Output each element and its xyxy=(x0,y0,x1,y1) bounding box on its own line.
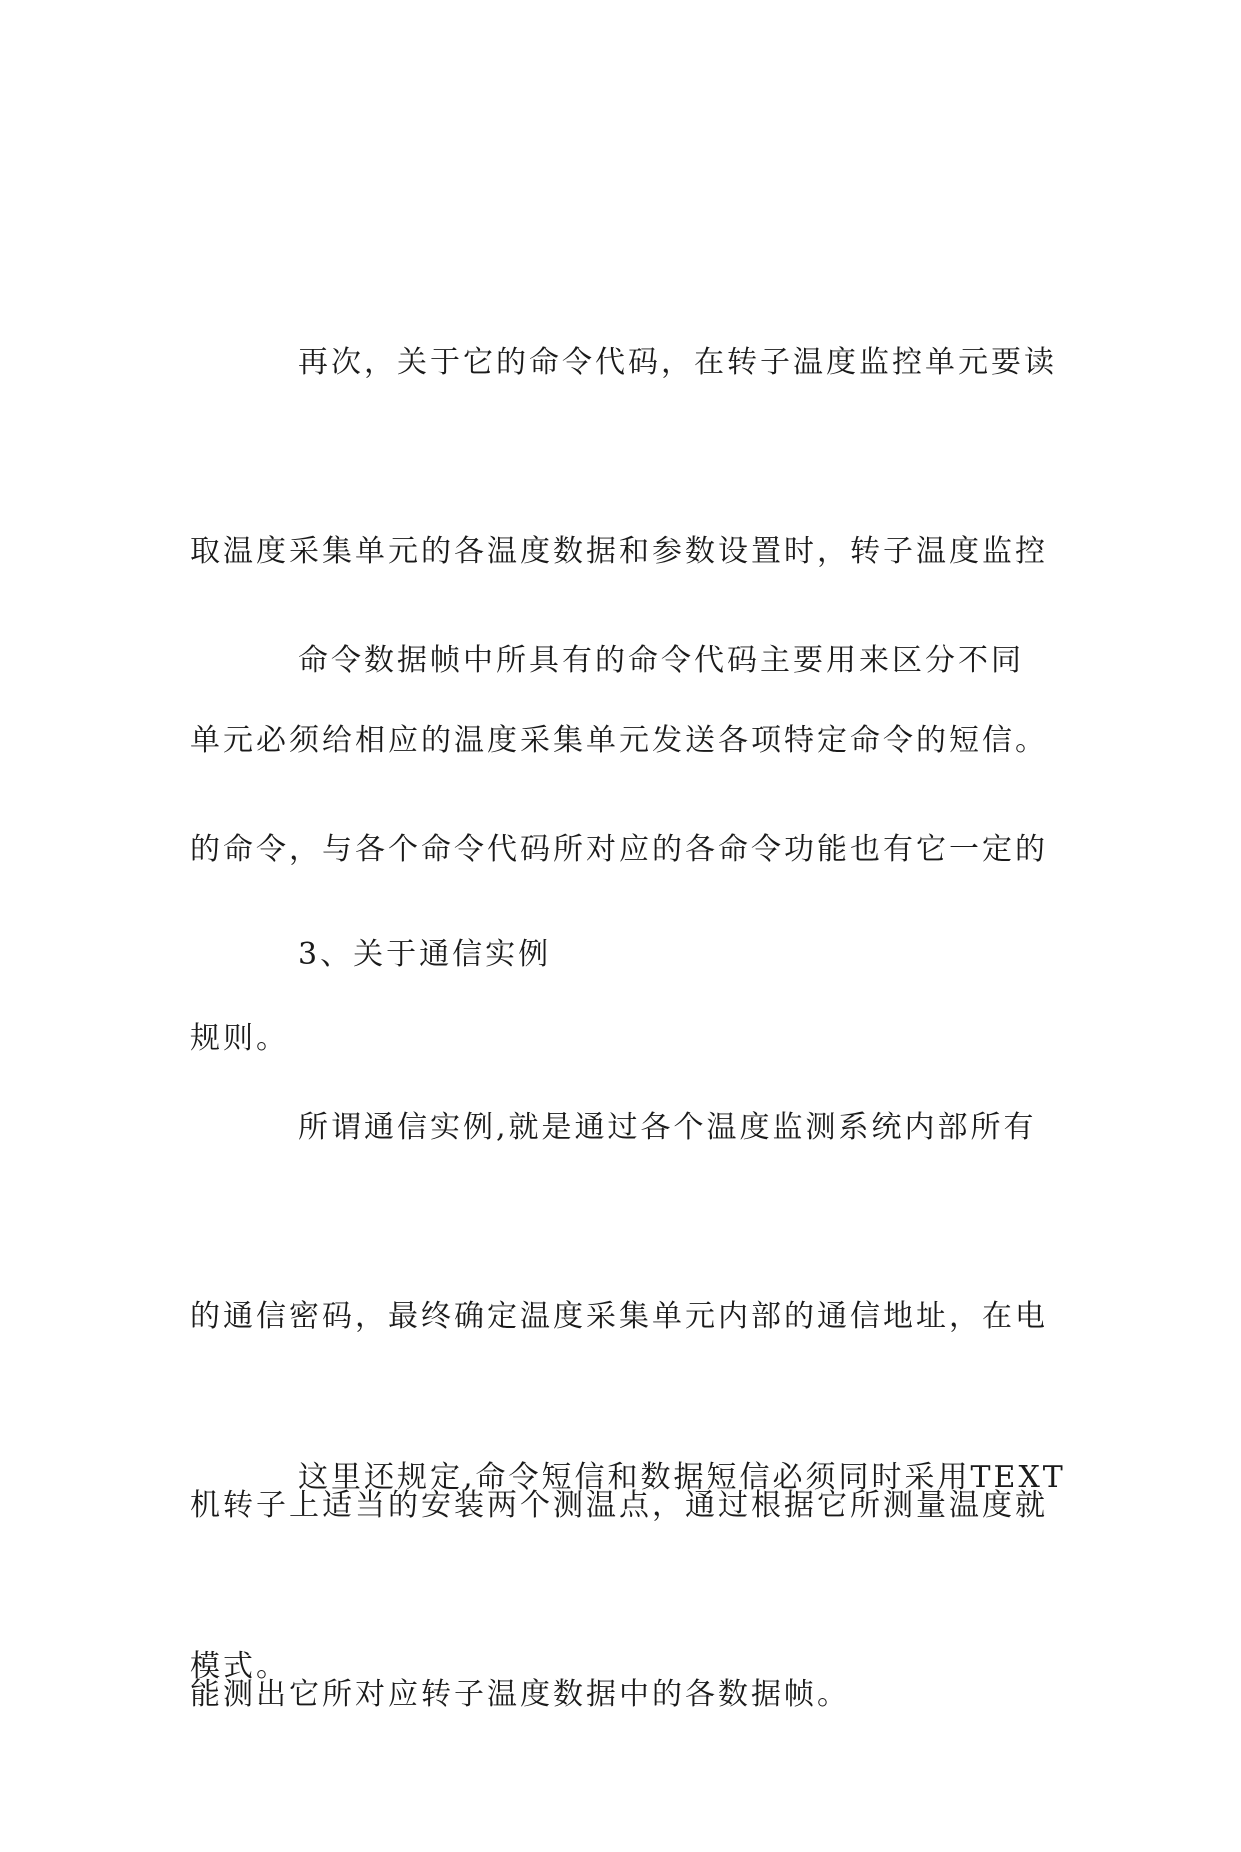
paragraph-line: 再次，关于它的命令代码，在转子温度监控单元要读 xyxy=(298,345,1057,380)
paragraph-line: 模式。 xyxy=(190,1649,289,1684)
section-heading: 3、关于通信实例 xyxy=(298,937,552,972)
paragraph-line: 取温度采集单元的各温度数据和参数设置时，转子温度监控 xyxy=(190,534,1048,569)
paragraph-line: 所谓通信实例,就是通过各个温度监测系统内部所有 xyxy=(298,1110,1037,1145)
paragraph-line: 的通信密码，最终确定温度采集单元内部的通信地址，在电 xyxy=(190,1299,1048,1334)
paragraph-line: 的命令，与各个命令代码所对应的各命令功能也有它一定的 xyxy=(190,832,1048,867)
paragraph-line: 机转子上适当的安装两个测温点，通过根据它所测量温度就 xyxy=(190,1488,1048,1523)
paragraph-line: 命令数据帧中所具有的命令代码主要用来区分不同 xyxy=(298,643,1024,678)
paragraph-line: 这里还规定,命令短信和数据短信必须同时采用TEXT xyxy=(298,1460,1066,1495)
paragraph-line: 能测出它所对应转子温度数据中的各数据帧。 xyxy=(190,1677,850,1712)
paragraph-text-mode xyxy=(190,1320,1066,1824)
paragraph-line: 规则。 xyxy=(190,1021,289,1056)
paragraph-line: 单元必须给相应的温度采集单元发送各项特定命令的短信。 xyxy=(190,723,1048,758)
